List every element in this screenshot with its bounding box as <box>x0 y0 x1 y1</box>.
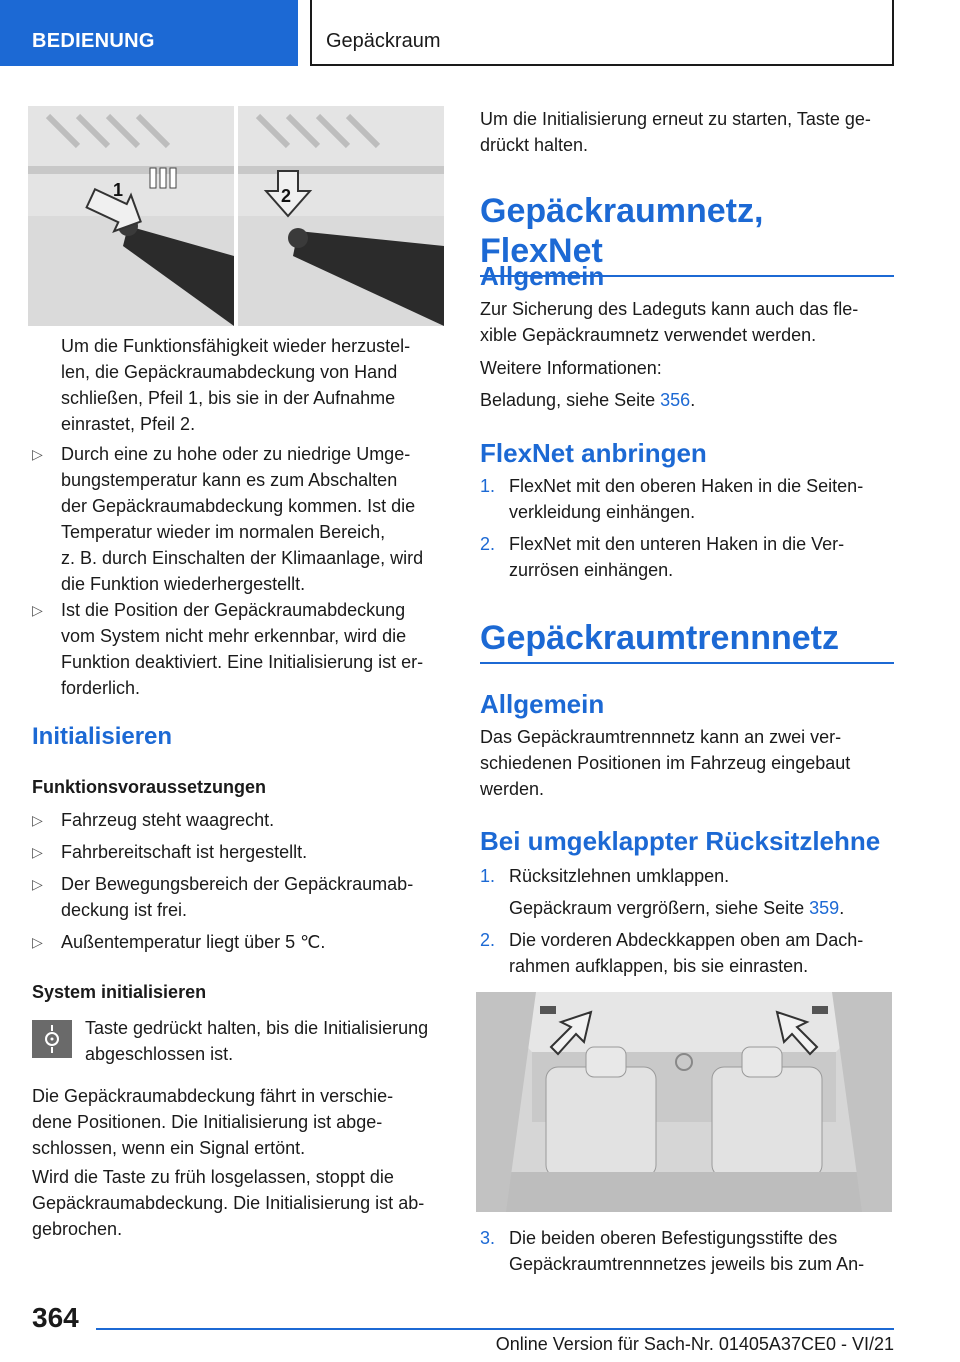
bullet-icon: ▷ <box>32 812 43 828</box>
intro-paragraph: Um die Funktionsfähigkeit wieder herzustel- len, die Gepäckraumabdeckung von Hand schließen, Pfeil 1, bis sie in der Aufnahme einrastet, Pfeil 2. <box>61 336 411 434</box>
paragraph: Zur Sicherung des Ladeguts kann auch das fle- xible Gepäckraumnetz verwendet werden. <box>480 299 859 345</box>
paragraph: Um die Initialisierung erneut zu starten, Taste ge- drückt halten. <box>480 109 871 155</box>
step-number: 3. <box>480 1228 496 1248</box>
step-text: FlexNet mit den oberen Haken in die Seiten- verkleidung einhängen. <box>509 476 864 522</box>
cover-mount-figure-2 <box>238 106 444 326</box>
paragraph: Das Gepäckraumtrennnetz kann an zwei ver- schiedenen Positionen im Fahrzeug eingebaut werden. <box>480 727 851 799</box>
car-interior-figure <box>476 992 892 1212</box>
paragraph-reference <box>480 387 894 413</box>
step-number: 1. <box>480 866 496 886</box>
heading-gepaeckraumtrennnetz: Gepäckraumtrennnetz <box>480 618 894 664</box>
reference-suffix: . <box>690 390 696 410</box>
cover-mount-illustration-2 <box>238 106 444 326</box>
step-text: FlexNet mit den unteren Haken in die Ver- zurrösen einhängen. <box>509 534 845 580</box>
footer-divider <box>96 1328 894 1330</box>
list-item <box>480 863 894 927</box>
page-link-359[interactable]: 359 <box>809 898 840 918</box>
list-item-text: Fahrzeug steht waagrecht. <box>61 810 275 830</box>
list-item-text: Außentemperatur liegt über 5 ℃. <box>61 932 326 952</box>
section-title: BEDIENUNG <box>0 0 298 66</box>
bullet-icon: ▷ <box>32 844 43 860</box>
reference-text: Gepäckraum vergrößern, siehe Seite <box>509 898 810 918</box>
page-link-356[interactable]: 356 <box>660 390 691 410</box>
reference-suffix: . <box>839 898 845 918</box>
list-item <box>32 441 446 601</box>
paragraph: Weitere Informationen: <box>480 358 662 378</box>
step-number: 2. <box>480 930 496 950</box>
left-column <box>32 0 446 1300</box>
figure-label-1: 1 <box>113 180 124 200</box>
footer-version: Online Version für Sach-Nr. 01405A37CE0 - VI/21 <box>495 1334 894 1354</box>
list-item-text: Fahrbereitschaft ist hergestellt. <box>61 842 308 862</box>
step-text: Die beiden oberen Befestigungsstifte des Gepäckraumtrennnetzes jeweils bis zum An- <box>509 1228 865 1274</box>
bullet-icon: ▷ <box>32 934 43 950</box>
list-item <box>32 597 446 707</box>
reference-text: Beladung, siehe Seite <box>480 390 661 410</box>
heading-funktionsvoraussetzungen: Funktionsvoraussetzungen <box>32 777 267 797</box>
right-column <box>480 0 894 1300</box>
heading-system-initialisieren: System initialisieren <box>32 982 207 1002</box>
bullet-icon: ▷ <box>32 446 43 462</box>
figure-label-2: 2 <box>281 186 292 206</box>
list-item-text: Der Bewegungsbereich der Gepäckraumab- deckung ist frei. <box>61 874 414 920</box>
heading-allgemein-1: Allgemein <box>480 261 605 291</box>
trunk-button-icon <box>32 1020 72 1058</box>
step-number: 1. <box>480 476 496 496</box>
page-number: 364 <box>32 1302 79 1333</box>
heading-flexnet-anbringen: FlexNet anbringen <box>480 438 707 468</box>
step-subtext <box>509 895 894 921</box>
step-text: Rücksitzlehnen umklappen. <box>509 866 730 886</box>
paragraph: Die Gepäckraumabdeckung fährt in verschie- dene Positionen. Die Initialisierung ist abge- schlossen, wenn ein Signal ertönt. <box>32 1086 394 1158</box>
paragraph: Wird die Taste zu früh losgelassen, stoppt die Gepäckraumabdeckung. Die Initialisierung ist ab- gebrochen. <box>32 1167 425 1239</box>
heading-flexnet: Gepäckraumnetz, FlexNet <box>480 191 894 277</box>
bullet-icon: ▷ <box>32 602 43 618</box>
bullet-icon: ▷ <box>32 876 43 892</box>
list-item-text: Ist die Position der Gepäckraumabdeckung vom System nicht mehr erkennbar, wird die Funktion deaktiviert. Eine Initialisierung ist er- forderlich. <box>61 600 424 698</box>
heading-allgemein-2: Allgemein <box>480 689 605 719</box>
car-interior-illustration <box>476 992 892 1212</box>
step-text: Die vorderen Abdeckkappen oben am Dach- rahmen aufklappen, bis sie einrasten. <box>509 930 864 976</box>
cover-mount-illustration-1 <box>28 106 234 326</box>
topic-title: Gepäckraum <box>310 0 894 66</box>
button-instruction: Taste gedrückt halten, bis die Initialisierung abgeschlossen ist. <box>85 1018 429 1064</box>
list-item-text: Durch eine zu hohe oder zu niedrige Umge- bungstemperatur kann es zum Abschalten der Gepäckraumabdeckung kommen. Ist die Temperatur wieder im normalen Bereich, z. B. durch Einschalten der Klimaanlage, wird die Funktion wiederhergestellt. <box>61 444 424 594</box>
cover-mount-figure-1 <box>28 106 234 326</box>
step-number: 2. <box>480 534 496 554</box>
heading-initialisieren: Initialisieren <box>32 723 173 750</box>
heading-umgeklappte-lehne: Bei umgeklappter Rücksitzlehne <box>480 826 881 856</box>
